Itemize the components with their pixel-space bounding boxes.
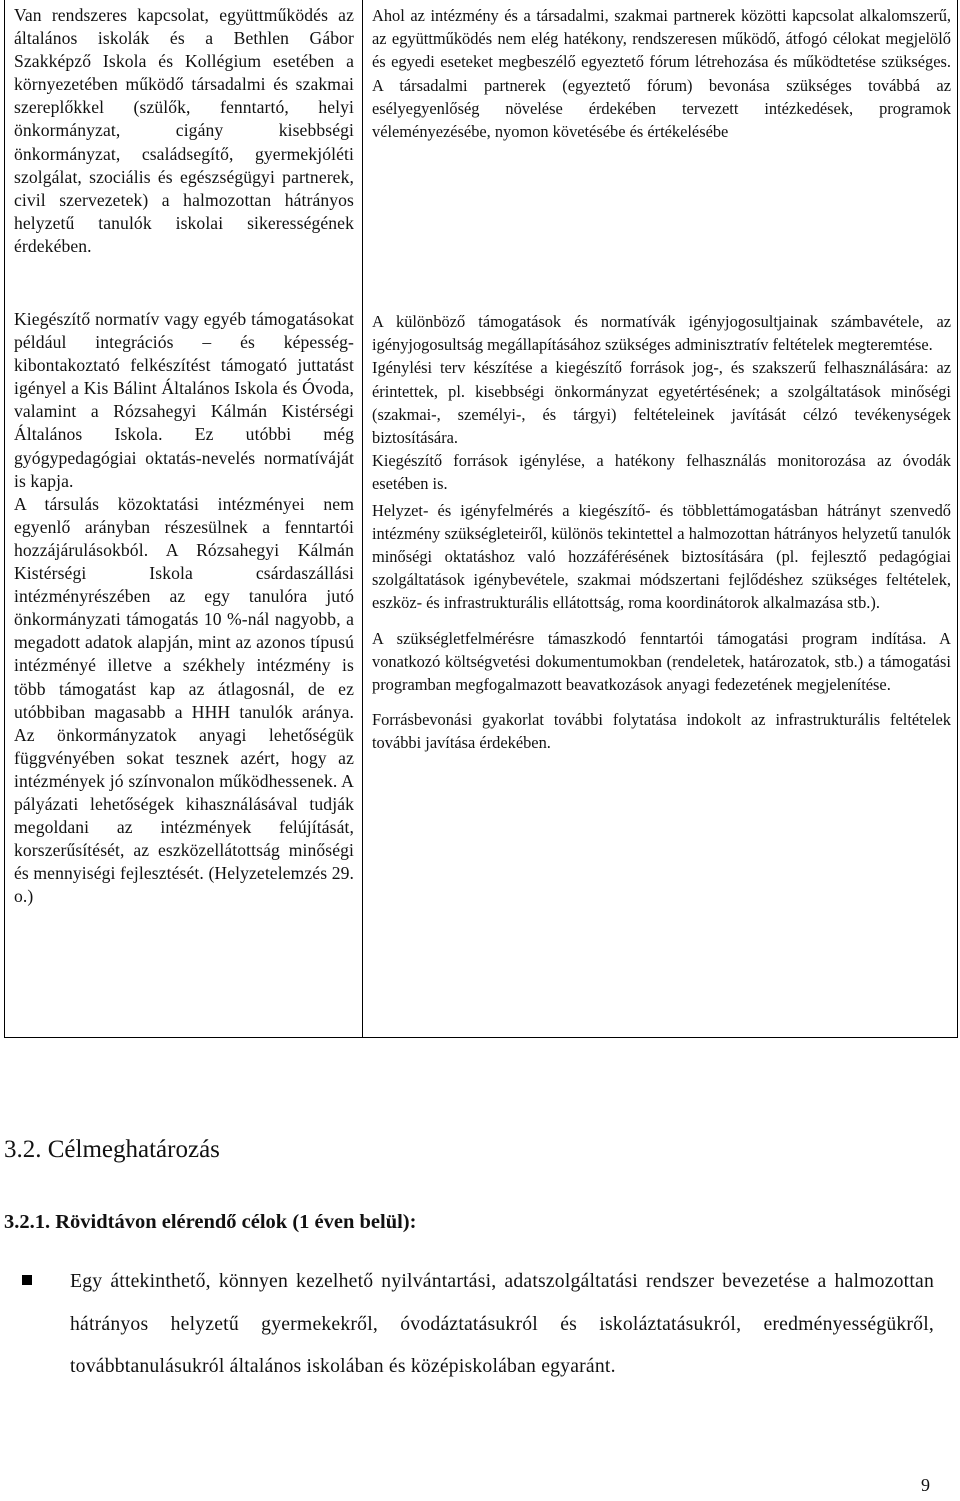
page-number: 9	[921, 1475, 930, 1495]
table-column-left	[5, 0, 363, 1037]
row2-right-paragraph-3: Kiegészítő források igénylése, a hatékony felhasználás monitorozása az óvodák esetében is.	[372, 451, 951, 494]
table-cell-row1-left	[5, 0, 362, 258]
section-heading: 3.2. Célmeghatározás	[4, 1136, 220, 1163]
table-cell-row2-right	[363, 306, 957, 755]
subsection-heading: 3.2.1. Rövidtávon elérendő célok (1 éven belül):	[4, 1211, 417, 1233]
row2-left-paragraph-2: A társulás közoktatási intézményei nem egyenlő arányban részesülnek a fenntartói hozzájárulásokból. A Rózsahegyi Kálmán Kistérségi Iskola csárdaszállási intézményrészében az egy tanulóra jutó önkormányzati támogatás 10 %-nál nagyobb, a megadott adatok alapján, mint az azonos típusú intézményé illetve a székhely intézmény is több támogatást kap az átlagosnál, de ez utóbbiban magasabb a HHH tanulók aránya. Az önkormányzatok anyagi lehetőségük függvényében sokat tesznek azért, hogy az intézmények jó színvonalon működhessenek. A pályázati lehetőségek kihasználásával tudják megoldani az intézmények felújítását, korszerűsítését, az eszközellátottság minőségi és mennyiségi fejlesztését. (Helyzetelemzés 29. o.)	[14, 493, 354, 907]
row1-left-text: Van rendszeres kapcsolat, együttműködés az általános iskolák és a Bethlen Gábor Szakképző Iskola és Kollégium esetében a környezetében működő társadalmi és szakmai szereplőkkel (szülők, fenntartó, helyi önkormányzat, cigány kisebbségi önkormányzat, családsegítő, gyermekjóléti szolgálat, szociális és egészségügyi partnerek, civil szervezetek) a halmozottan hátrányos helyzetű tanulók iskolai sikerességének érdekében.	[14, 5, 354, 256]
row2-right-paragraph-5: A szükségletfelmérésre támaszkodó fenntartói támogatási program indítása. A vonatkozó költségvetési dokumentumokban (rendeletek, határozatok, stb.) a támogatási programban megfogalmazott beavatkozások anyagi fedezetének megjelenítése.	[372, 628, 951, 695]
row2-right-paragraph-2: Igénylési terv készítése a kiegészítő források jog-, és szakszerű felhasználására: az érintettek, pl. kisebbségi önkormányzat egyetértésének; a szolgáltatások minőségi (szakmai-, személyi-, és tárgyi) feltételeinek javítását célzó tevékenységek biztosítására.	[372, 358, 951, 448]
row2-right-paragraph-6: Forrásbevonási gyakorlat további folytatása indokolt az infrastrukturális feltételek további javítása érdekében.	[372, 710, 951, 753]
bullet-list-item	[22, 1260, 934, 1388]
row2-right-paragraph-1: A különböző támogatások és normatívák igényjogosultjainak számbavétele, az igényjogosultság megállapításához szükséges adminisztratív feltételek megteremtése.	[372, 312, 951, 355]
row1-right-text: Ahol az intézmény és a társadalmi, szakmai partnerek közötti kapcsolat alkalomszerű, az együttműködés nem elég hatékony, rendszeresen működő, átfogó célokat megjelölő és egyedi eseteket megbeszélő egyeztető fórum létrehozása és működtetése szükséges. A társadalmi partnerek (egyeztető fórum) bevonása szükséges továbbá az esélyegyenlőség növelése érdekében tervezett intézkedések, programok véleményezésébe, nyomon követésébe és értékelésébe	[372, 6, 951, 142]
table-cell-row1-right	[363, 0, 957, 143]
table-column-right	[363, 0, 957, 1037]
document-table	[4, 0, 958, 1038]
row2-left-paragraph-1: Kiegészítő normatív vagy egyéb támogatásokat például integrációs – és képesség-kibontakoztató felkészítést támogató juttatást igényel a Kis Bálint Általános Iskola és Óvoda, valamint a Rózsahegyi Kálmán Kistérségi Általános Iskola. Ez utóbbi még gyógypedagógiai oktatás-nevelés normatíváját is kapja.	[14, 309, 354, 491]
table-cell-row2-left	[5, 304, 362, 908]
row2-right-paragraph-4: Helyzet- és igényfelmérés a kiegészítő- és többlettámogatásban hátrányt szenvedő intézmény szükségleteiről, különös tekintettel a halmozottan hátrányos helyzetű tanulók minőségi oktatáshoz való hozzáférésének biztosítására (pl. fejlesztő pedagógiai szolgáltatások igénybevétele, szakmai módszertani fejlődéshez szükséges feltételek, eszköz- és infrastrukturális ellátottság, roma koordinátorok alkalmazása stb.).	[372, 500, 951, 613]
square-bullet-icon	[22, 1275, 32, 1285]
bullet-text: Egy áttekinthető, könnyen kezelhető nyilvántartási, adatszolgáltatási rendszer bevezetése a halmozottan hátrányos helyzetű gyermekekről, óvodáztatásukról és iskoláztatásukról, eredményességükről, továbbtanulásukról általános iskolában és középiskolában egyaránt.	[70, 1270, 934, 1378]
